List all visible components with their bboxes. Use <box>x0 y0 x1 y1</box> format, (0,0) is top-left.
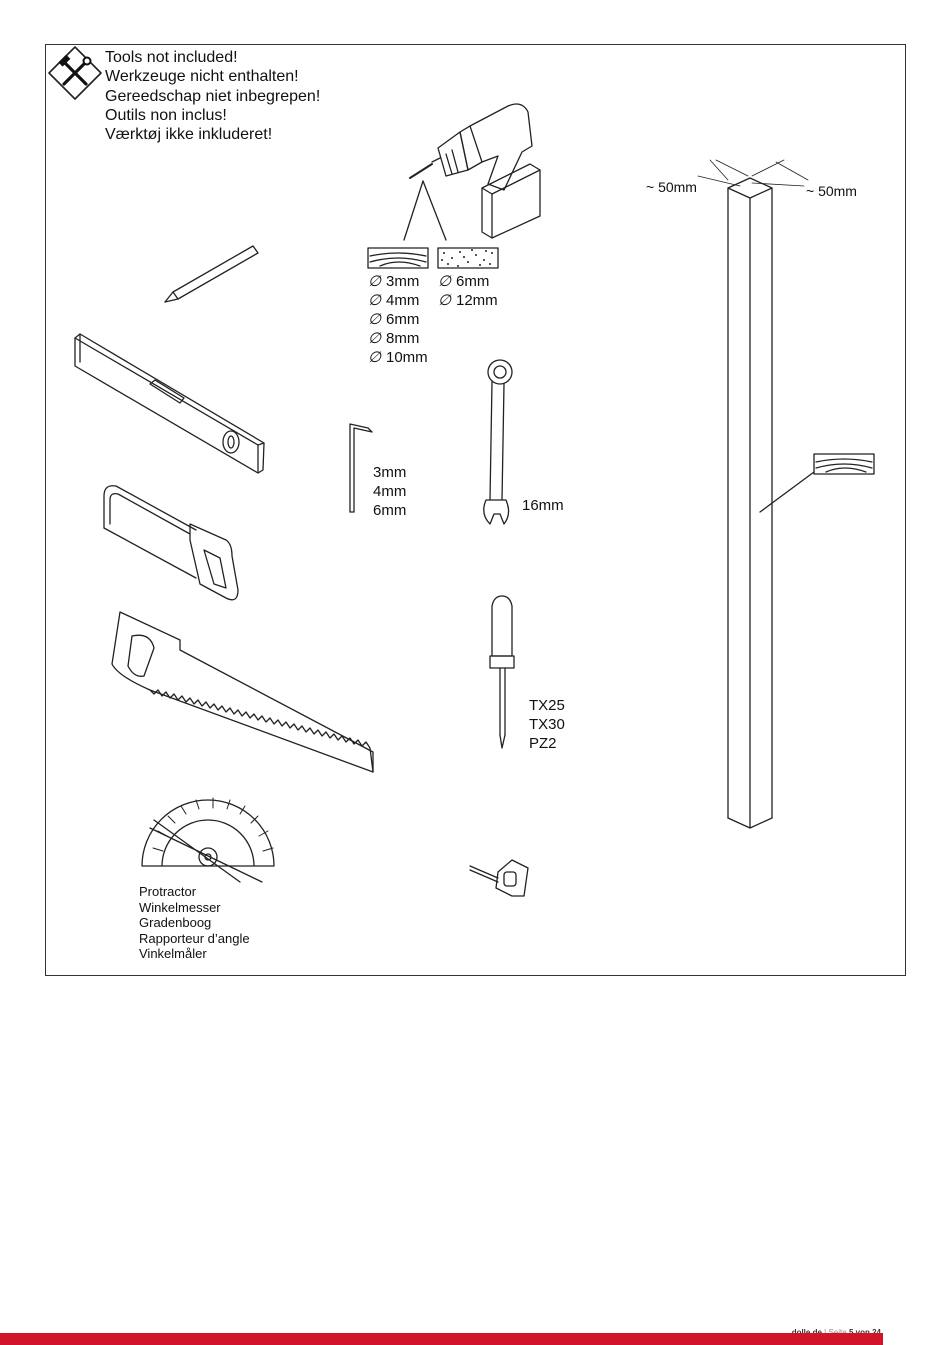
diameter-symbol: ∅ <box>368 349 382 366</box>
drill-size: 12mm <box>456 292 498 309</box>
wood-swatch-icon <box>368 248 428 268</box>
protractor-label-nl: Gradenboog <box>139 915 212 930</box>
protractor-label-fr: Rapporteur d’angle <box>139 930 250 946</box>
hex-key-size: 4mm <box>373 483 407 500</box>
protractor-icon <box>142 798 274 882</box>
post-depth-label: ~ 50mm <box>806 183 857 199</box>
wooden-post-icon <box>698 160 874 828</box>
notice-line-en: Tools not included! <box>105 49 238 66</box>
concrete-swatch-icon <box>438 248 498 268</box>
protractor-labels <box>139 884 250 962</box>
hex-key-sizes <box>373 463 406 520</box>
notice-line-fr: Outils non inclus! <box>105 106 227 124</box>
masonry-drill-sizes <box>438 272 498 310</box>
wood-drill-sizes <box>368 272 428 367</box>
hex-key-size: 3mm <box>373 464 407 481</box>
hammer-wrench-warning-icon <box>49 47 101 99</box>
drill-size: 4mm <box>386 292 420 309</box>
diameter-symbol: ∅ <box>438 273 452 290</box>
screwdriver-bit: PZ2 <box>529 735 557 752</box>
diameter-symbol: ∅ <box>368 292 382 309</box>
drill-size: 6mm <box>386 311 420 328</box>
hand-saw-icon <box>112 612 373 772</box>
drill-size: 3mm <box>386 273 420 290</box>
diameter-symbol: ∅ <box>368 311 382 328</box>
spirit-level-icon <box>75 334 264 473</box>
screwdriver-bit: TX25 <box>529 697 565 714</box>
protractor-label-da: Vinkelmåler <box>139 946 207 961</box>
notice-line-de: Werkzeuge nicht enthalten! <box>105 68 299 86</box>
drill-size: 10mm <box>386 349 428 366</box>
diameter-symbol: ∅ <box>438 292 452 309</box>
hex-key-icon <box>350 424 372 512</box>
brand-red-bar <box>0 1333 883 1345</box>
protractor-label-de: Winkelmesser <box>139 899 221 915</box>
tools-not-included-notice <box>105 48 320 144</box>
drill-icon <box>404 104 540 240</box>
notice-line-nl: Gereedschap niet inbegrepen! <box>105 87 321 105</box>
pencil-icon <box>165 246 258 302</box>
screwdriver-bit: TX30 <box>529 716 565 733</box>
diameter-symbol: ∅ <box>368 273 382 290</box>
protractor-label-en: Protractor <box>139 884 197 899</box>
screwdriver-icon <box>490 596 514 748</box>
drill-size: 8mm <box>386 330 420 347</box>
hacksaw-icon <box>104 486 238 600</box>
notice-line-da: Værktøj ikke inkluderet! <box>105 126 273 144</box>
hex-key-size: 6mm <box>373 502 407 519</box>
diameter-symbol: ∅ <box>368 330 382 347</box>
wrench-size: 16mm <box>522 497 564 514</box>
post-width-label: ~ 50mm <box>646 179 697 195</box>
wrench-icon <box>484 360 512 524</box>
screwdriver-bits <box>529 696 565 753</box>
drill-size: 6mm <box>456 273 490 290</box>
measuring-tape-icon <box>470 860 528 896</box>
